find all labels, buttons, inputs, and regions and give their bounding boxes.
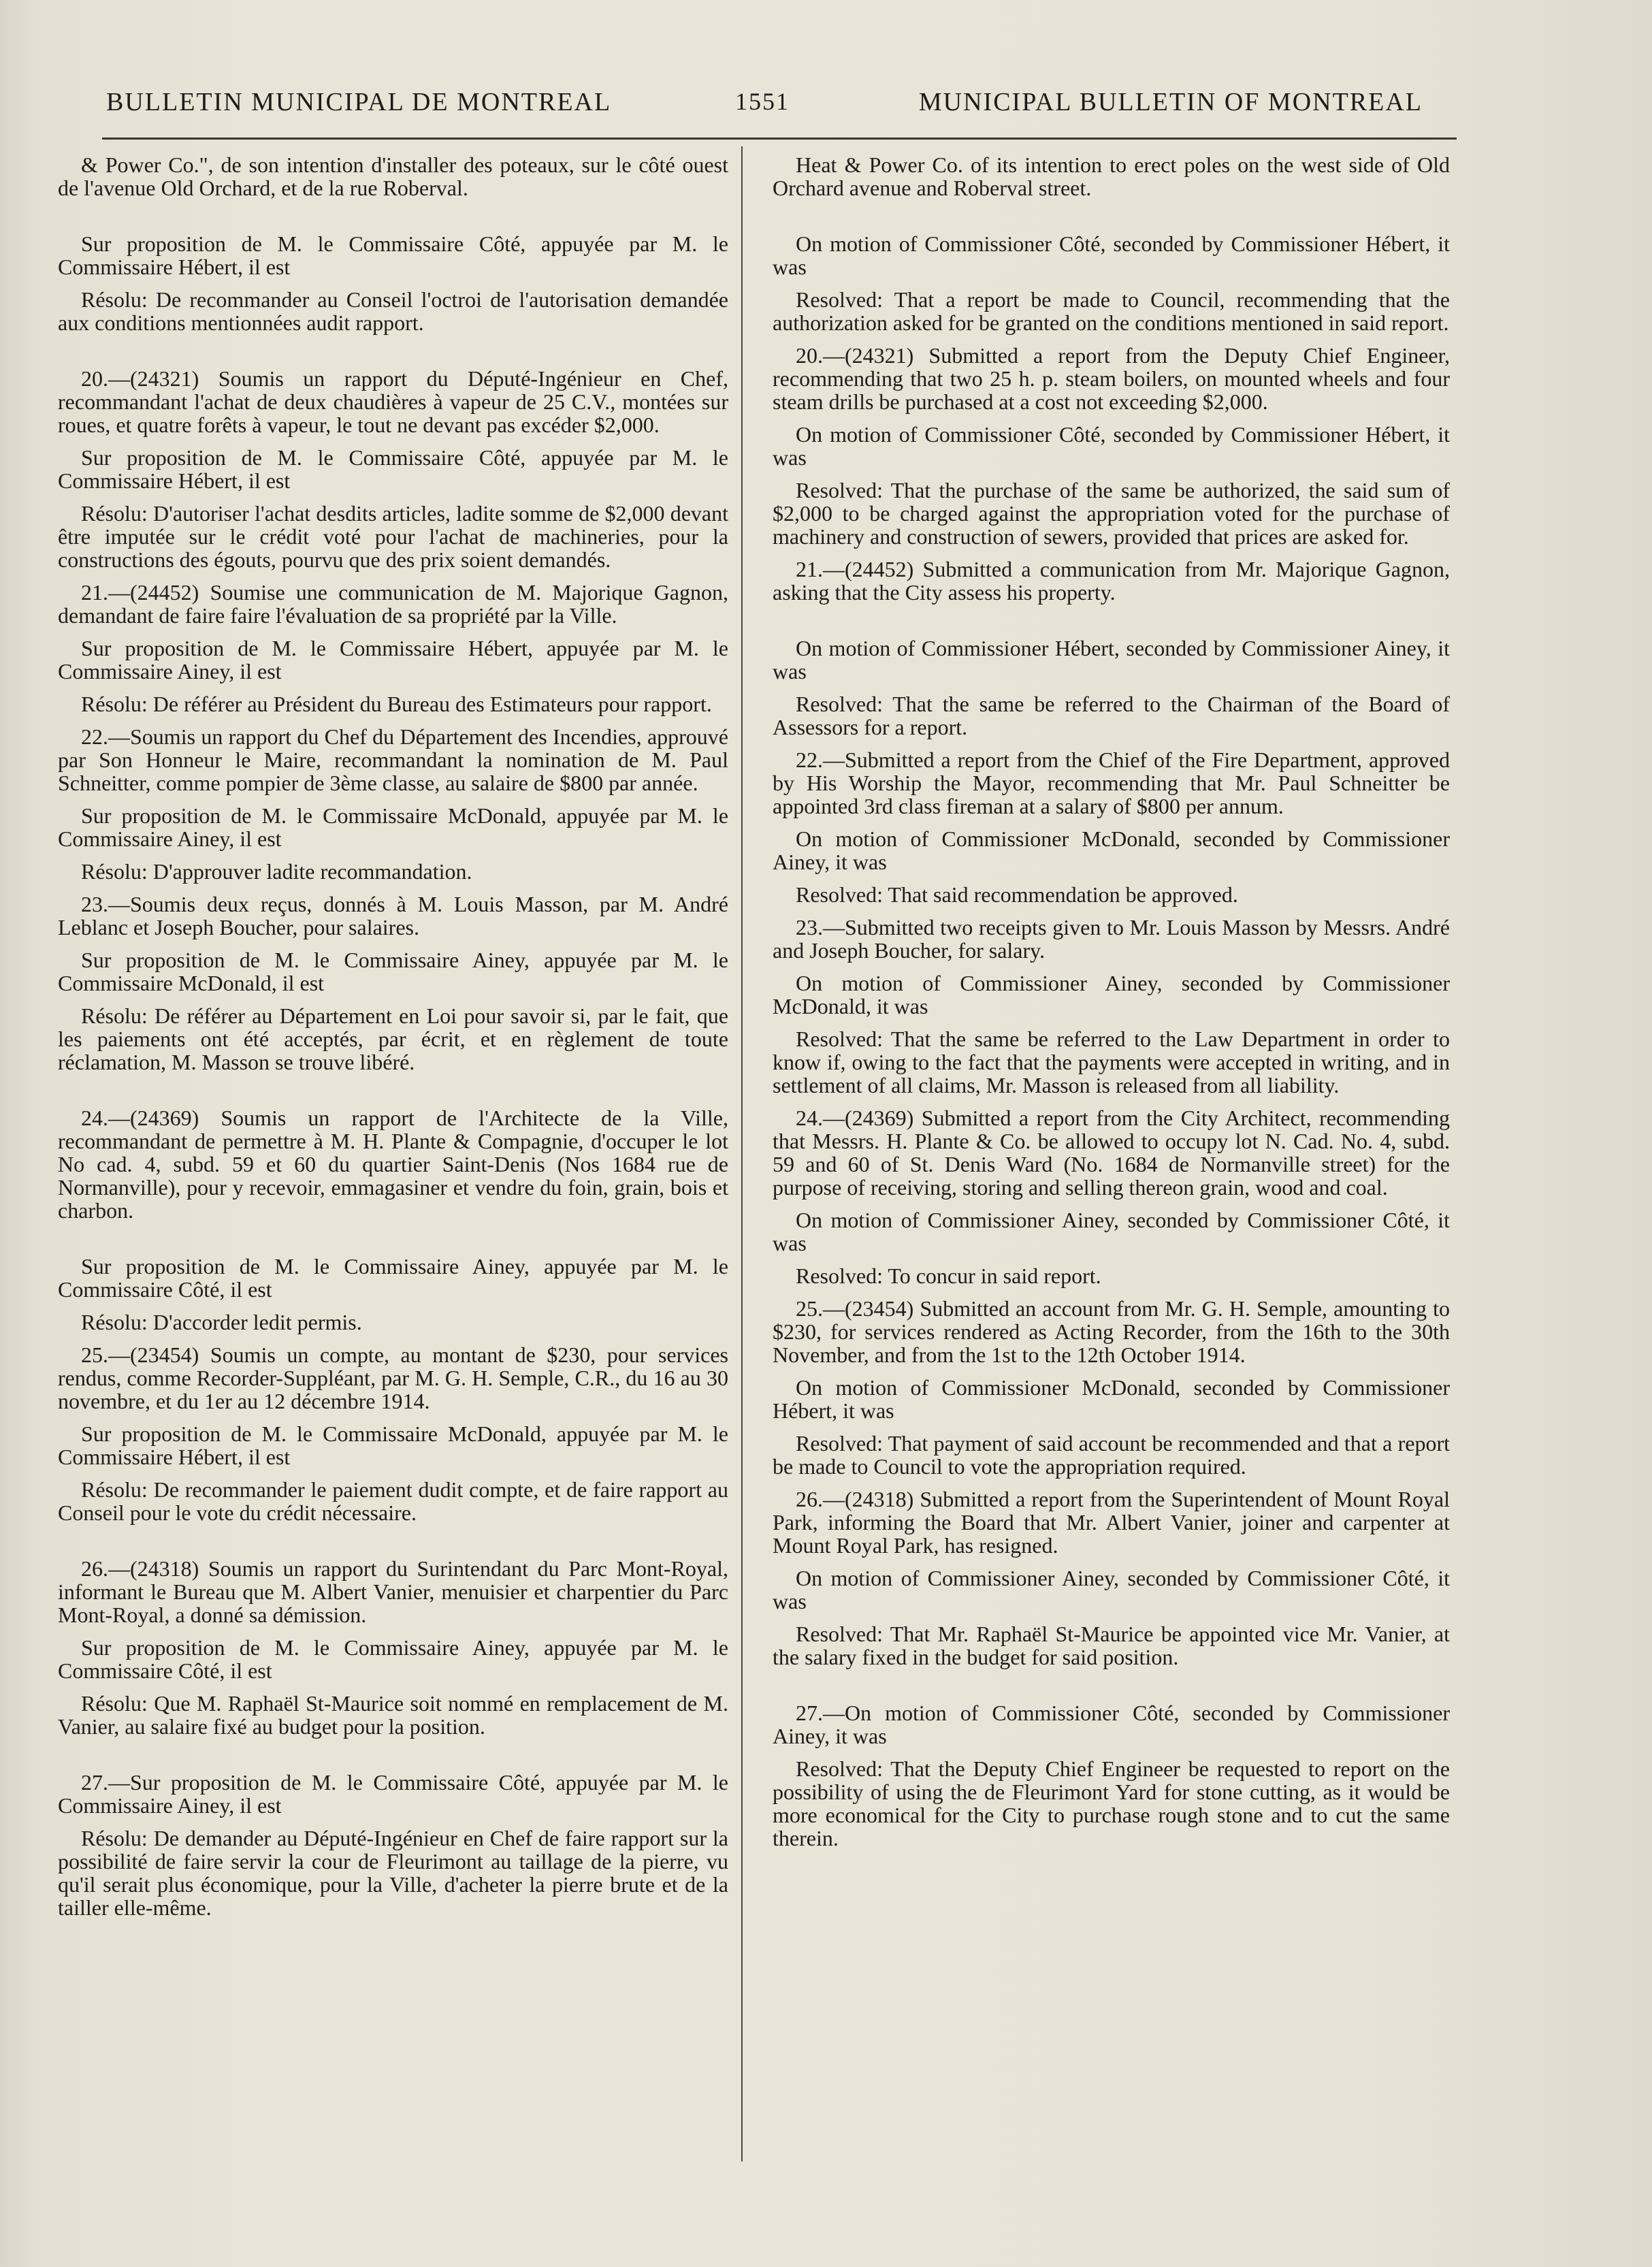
fr-paragraph: Sur proposition de M. le Commissaire Côté, appuyée par M. le Commissaire Hébert, il est — [58, 231, 728, 279]
en-paragraph: Resolved: That a report be made to Council, recommending that the authorization asked for be granted on the conditions mentioned in said report. — [773, 287, 1450, 335]
en-paragraph: Resolved: That the purchase of the same be authorized, the said sum of $2,000 to be charged against the appropriation voted for the purchase of machinery and construction of sewers, provided that prices are asked for. — [773, 478, 1450, 549]
en-paragraph: 23.—Submitted two receipts given to Mr. Louis Masson by Messrs. André and Joseph Boucher, for salary. — [773, 915, 1450, 963]
fr-paragraph: Résolu: De référer au Département en Loi pour savoir si, par le fait, que les paiements ont été acceptés, par écrit, et en règlement de toute réclamation, M. Masson se trouve libéré. — [58, 1003, 728, 1074]
header-french-title: BULLETIN MUNICIPAL DE MONTREAL — [106, 88, 612, 116]
fr-paragraph: 20.—(24321) Soumis un rapport du Député-Ingénieur en Chef, recommandant l'achat de deux chaudières à vapeur de 25 C.V., montées sur roues, et quatre forêts à vapeur, le tout ne devant pas excéder $2,000. — [58, 366, 728, 437]
en-paragraph: Resolved: To concur in said report. — [796, 1264, 1101, 1288]
fr-paragraph: 26.—(24318) Soumis un rapport du Surintendant du Parc Mont-Royal, informant le Bureau que M. Albert Vanier, menuisier et charpentier du Parc Mont-Royal, a donné sa démission. — [58, 1556, 728, 1627]
en-paragraph: Resolved: That the same be referred to the Law Department in order to know if, owing to the fact that the payments were accepted in writing, and in settlement of all claims, Mr. Masson is released from all liability. — [773, 1027, 1450, 1097]
en-paragraph: Resolved: That the Deputy Chief Engineer be requested to report on the possibility of using the de Fleurimont Yard for stone cutting, as it would be more economical for the City to purchase rough stone and to cut the same therein. — [773, 1756, 1450, 1850]
fr-paragraph: 22.—Soumis un rapport du Chef du Département des Incendies, approuvé par Son Honneur le Maire, recommandant la nomination de M. Paul Schneitter, comme pompier de 3ème classe, au salaire de $800 par année. — [58, 724, 728, 795]
page-number: 1551 — [735, 88, 790, 115]
en-paragraph: 24.—(24369) Submitted a report from the City Architect, recommending that Messrs. H. Plante & Co. be allowed to occupy lot N. Cad. No. 4, subd. 59 and 60 of St. Denis Ward (No. 1684 de Normanville street) for the purpose of receiving, storing and selling thereon grain, wood and coal. — [773, 1106, 1450, 1200]
fr-paragraph: Résolu: De référer au Président du Bureau des Estimateurs pour rapport. — [81, 692, 712, 716]
en-paragraph: On motion of Commissioner McDonald, seconded by Commissioner Hébert, it was — [773, 1375, 1450, 1423]
header-english-title: MUNICIPAL BULLETIN OF MONTREAL — [918, 88, 1423, 116]
fr-paragraph: Sur proposition de M. le Commissaire Côté, appuyée par M. le Commissaire Hébert, il est — [58, 445, 728, 493]
english-column — [773, 153, 1450, 1859]
column-divider — [741, 146, 743, 2161]
en-paragraph: On motion of Commissioner Ainey, seconded by Commissioner Côté, it was — [773, 1208, 1450, 1255]
fr-paragraph: Résolu: D'accorder ledit permis. — [81, 1310, 362, 1334]
en-paragraph: Heat & Power Co. of its intention to erect poles on the west side of Old Orchard avenue and Roberval street. — [773, 152, 1450, 200]
en-paragraph: On motion of Commissioner Ainey, seconded by Commissioner Côté, it was — [773, 1566, 1450, 1613]
fr-paragraph: Sur proposition de M. le Commissaire McDonald, appuyée par M. le Commissaire Hébert, il est — [58, 1421, 728, 1469]
en-paragraph: On motion of Commissioner Côté, seconded by Commissioner Hébert, it was — [773, 231, 1450, 279]
fr-paragraph: Résolu: D'autoriser l'achat desdits articles, ladite somme de $2,000 devant être imputée sur le crédit voté pour l'achat de machineries, pour la constructions des égouts, pourvu que des prix soient demandés. — [58, 501, 728, 572]
fr-paragraph: Sur proposition de M. le Commissaire Ainey, appuyée par M. le Commissaire McDonald, il est — [58, 948, 728, 995]
fr-paragraph: 23.—Soumis deux reçus, donnés à M. Louis Masson, par M. André Leblanc et Joseph Boucher, pour salaires. — [58, 892, 728, 939]
fr-paragraph: Sur proposition de M. le Commissaire McDonald, appuyée par M. le Commissaire Ainey, il est — [58, 803, 728, 851]
fr-paragraph: Résolu: De recommander au Conseil l'octroi de l'autorisation demandée aux conditions mentionnées audit rapport. — [58, 287, 728, 335]
en-paragraph: On motion of Commissioner Côté, seconded by Commissioner Hébert, it was — [773, 422, 1450, 470]
fr-paragraph: 24.—(24369) Soumis un rapport de l'Architecte de la Ville, recommandant de permettre à M. H. Plante & Compagnie, d'occuper le lot No cad. 4, subd. 59 et 60 du quartier Saint-Denis (Nos 1684 rue de Normanville), pour y recevoir, emmagasiner et vendre du foin, grain, bois et charbon. — [58, 1106, 728, 1223]
fr-paragraph: Résolu: De demander au Député-Ingénieur en Chef de faire rapport sur la possibilité de faire servir la cour de Fleurimont au taillage de la pierre, vu qu'il serait plus économique, pour la Ville, d'acheter la pierre brute et de la tailler elle-même. — [58, 1826, 728, 1920]
fr-paragraph: Sur proposition de M. le Commissaire Hébert, appuyée par M. le Commissaire Ainey, il est — [58, 636, 728, 684]
en-paragraph: 27.—On motion of Commissioner Côté, seconded by Commissioner Ainey, it was — [773, 1701, 1450, 1748]
french-column — [58, 153, 728, 1929]
fr-paragraph: Résolu: De recommander le paiement dudit compte, et de faire rapport au Conseil pour le vote du crédit nécessaire. — [58, 1477, 728, 1525]
fr-paragraph: & Power Co.", de son intention d'installer des poteaux, sur le côté ouest de l'avenue Old Orchard, et de la rue Roberval. — [58, 152, 728, 200]
en-paragraph: 21.—(24452) Submitted a communication from Mr. Majorique Gagnon, asking that the City assess his property. — [773, 557, 1450, 605]
en-paragraph: 26.—(24318) Submitted a report from the Superintendent of Mount Royal Park, informing the Board that Mr. Albert Vanier, joiner and carpenter at Mount Royal Park, has resigned. — [773, 1487, 1450, 1558]
fr-paragraph: Résolu: Que M. Raphaël St-Maurice soit nommé en remplacement de M. Vanier, au salaire fixé au budget pour la position. — [58, 1691, 728, 1739]
header-rule — [102, 138, 1457, 140]
en-paragraph: On motion of Commissioner McDonald, seconded by Commissioner Ainey, it was — [773, 826, 1450, 874]
fr-paragraph: Résolu: D'approuver ladite recommandation. — [81, 859, 472, 884]
en-paragraph: On motion of Commissioner Hébert, seconded by Commissioner Ainey, it was — [773, 636, 1450, 684]
en-paragraph: Resolved: That the same be referred to the Chairman of the Board of Assessors for a report. — [773, 692, 1450, 739]
en-paragraph: 20.—(24321) Submitted a report from the Deputy Chief Engineer, recommending that two 25 h. p. steam boilers, on mounted wheels and four steam drills be purchased at a cost not exceeding $2,000. — [773, 343, 1450, 414]
fr-paragraph: 21.—(24452) Soumise une communication de M. Majorique Gagnon, demandant de faire faire l'évaluation de sa propriété par la Ville. — [58, 580, 728, 628]
en-paragraph: On motion of Commissioner Ainey, seconded by Commissioner McDonald, it was — [773, 971, 1450, 1018]
en-paragraph: 22.—Submitted a report from the Chief of the Fire Department, approved by His Worship the Mayor, recommending that Mr. Paul Schneitter be appointed 3rd class fireman at a salary of $800 per annum. — [773, 747, 1450, 818]
page-header — [102, 82, 1423, 123]
en-paragraph: Resolved: That payment of said account be recommended and that a report be made to Council to vote the appropriation required. — [773, 1431, 1450, 1479]
fr-paragraph: Sur proposition de M. le Commissaire Ainey, appuyée par M. le Commissaire Côté, il est — [58, 1635, 728, 1683]
fr-paragraph: Sur proposition de M. le Commissaire Ainey, appuyée par M. le Commissaire Côté, il est — [58, 1254, 728, 1302]
fr-paragraph: 25.—(23454) Soumis un compte, au montant de $230, pour services rendus, comme Recorder-Suppléant, par M. G. H. Semple, C.R., du 16 au 30 novembre, et du 1er au 12 décembre 1914. — [58, 1342, 728, 1413]
en-paragraph: 25.—(23454) Submitted an account from Mr. G. H. Semple, amounting to $230, for services rendered as Acting Recorder, from the 16th to the 30th November, and from the 1st to the 12th October 1914. — [773, 1296, 1450, 1367]
fr-paragraph: 27.—Sur proposition de M. le Commissaire Côté, appuyée par M. le Commissaire Ainey, il est — [58, 1770, 728, 1818]
en-paragraph: Resolved: That said recommendation be approved. — [796, 882, 1238, 907]
en-paragraph: Resolved: That Mr. Raphaël St-Maurice be appointed vice Mr. Vanier, at the salary fixed in the budget for said position. — [773, 1622, 1450, 1669]
